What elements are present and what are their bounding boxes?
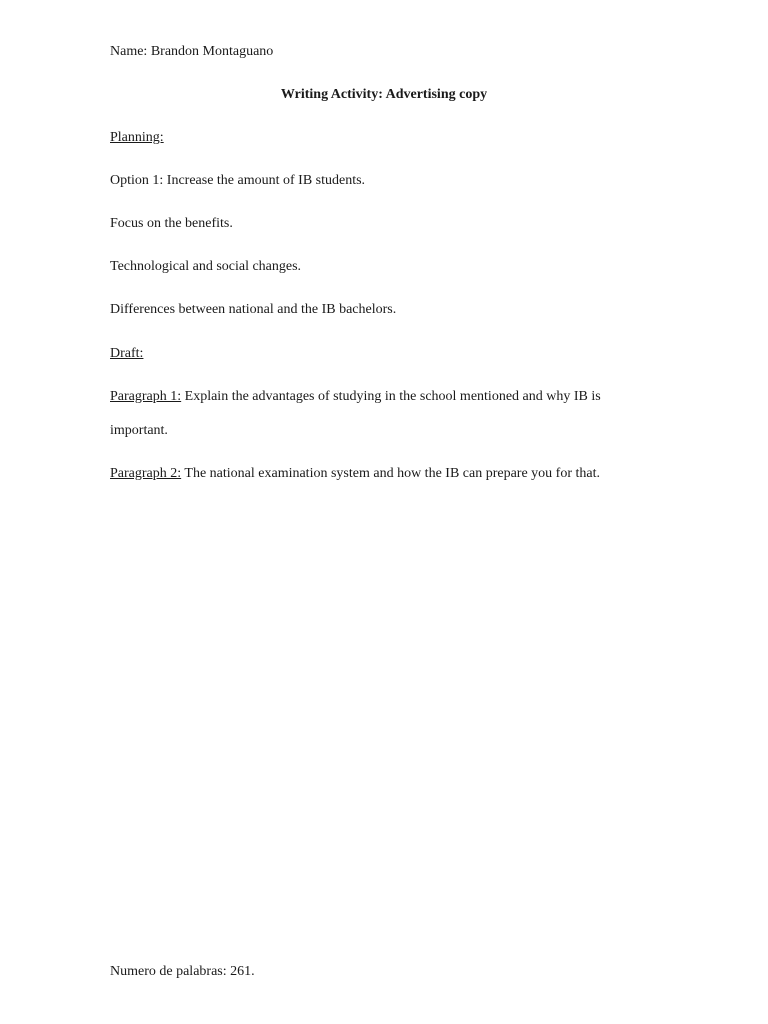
paragraph-2 (110, 465, 600, 483)
planning-heading: Planning: (110, 130, 164, 145)
planning-item: Differences between national and the IB bachelors. (110, 302, 397, 317)
paragraph-2-text: The national examination system and how the IB can prepare you for that. (181, 466, 600, 481)
paragraph-1-continuation: important. (110, 423, 168, 438)
author-name: Name: Brandon Montaguano (110, 44, 274, 59)
document-title: Writing Activity: Advertising copy (280, 87, 488, 102)
planning-item: Technological and social changes. (110, 259, 302, 274)
paragraph-2-label: Paragraph 2: (110, 466, 182, 481)
planning-item: Focus on the benefits. (110, 216, 233, 231)
paragraph-1 (110, 388, 601, 406)
planning-item: Option 1: Increase the amount of IB students. (110, 173, 366, 188)
word-count: Numero de palabras: 261. (110, 964, 255, 979)
paragraph-1-label: Paragraph 1: (110, 389, 182, 404)
paragraph-1-text: Explain the advantages of studying in the school mentioned and why IB is (181, 389, 601, 404)
draft-heading: Draft: (110, 346, 144, 361)
